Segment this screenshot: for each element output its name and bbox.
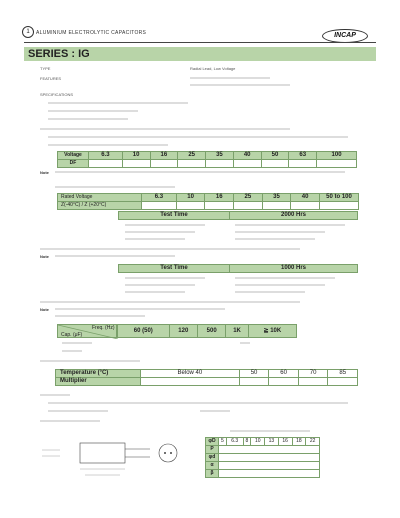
df-value-cell bbox=[122, 160, 150, 168]
spec-line bbox=[125, 291, 185, 293]
rv-cell: 35 bbox=[262, 194, 291, 202]
spec-line bbox=[62, 342, 92, 344]
freq-cell: 500 bbox=[197, 325, 225, 338]
dim-size-cell: 8 bbox=[243, 438, 251, 446]
temperature-label: Temperature (°C) bbox=[56, 370, 141, 378]
df-value-cell bbox=[289, 160, 317, 168]
spec-line bbox=[235, 277, 335, 279]
temp-cell: Below 40 bbox=[141, 370, 240, 378]
spec-line bbox=[40, 360, 140, 362]
note-text bbox=[55, 255, 175, 257]
incap-logo: INCAP bbox=[322, 29, 368, 43]
shelf-life-test-time: Test Time bbox=[119, 265, 230, 273]
spec-line bbox=[235, 231, 325, 233]
dim-value-cell bbox=[219, 454, 320, 462]
df-voltage-cell: 35 bbox=[206, 152, 234, 160]
temp-row bbox=[56, 370, 358, 378]
multiplier-cell bbox=[298, 378, 328, 386]
spec-line bbox=[48, 118, 128, 120]
spec-label: SPECIFICATIONS bbox=[40, 92, 74, 97]
freq-header-row bbox=[118, 325, 297, 338]
temp-cell: 85 bbox=[328, 370, 358, 378]
capacitor-dimension-drawing bbox=[40, 435, 190, 485]
spec-line bbox=[230, 430, 310, 432]
df-row-label: DF bbox=[58, 160, 89, 168]
load-life-hours: 2000 Hrs bbox=[230, 212, 358, 220]
temp-cell: 70 bbox=[298, 370, 328, 378]
dim-row-label: α bbox=[206, 462, 219, 470]
spec-line bbox=[48, 410, 108, 412]
df-voltage-cell: 40 bbox=[233, 152, 261, 160]
shelf-life-table bbox=[118, 264, 358, 273]
rv-header-row bbox=[58, 194, 359, 202]
z-cell bbox=[205, 202, 234, 210]
features-text-2 bbox=[190, 84, 290, 86]
spec-line bbox=[40, 248, 300, 250]
df-value-cell bbox=[150, 160, 178, 168]
series-title: SERIES : IG bbox=[24, 47, 376, 61]
multiplier-cell bbox=[328, 378, 358, 386]
spec-line bbox=[125, 238, 185, 240]
rv-cell: 16 bbox=[205, 194, 234, 202]
dim-row-label: P bbox=[206, 446, 219, 454]
multiplier-label: Multiplier bbox=[56, 378, 141, 386]
dim-size-cell: 5 bbox=[219, 438, 227, 446]
freq-cell: 120 bbox=[169, 325, 197, 338]
spec-line bbox=[40, 128, 290, 130]
spec-line bbox=[125, 284, 195, 286]
features-text bbox=[190, 77, 270, 79]
dim-value-cell bbox=[219, 470, 320, 478]
dim-row-label: β bbox=[206, 470, 219, 478]
df-value-cell bbox=[317, 160, 357, 168]
df-voltage-cell: 63 bbox=[289, 152, 317, 160]
load-life-table bbox=[118, 211, 358, 220]
z-cell bbox=[291, 202, 320, 210]
df-voltage-cell: 50 bbox=[261, 152, 289, 160]
impedance-table bbox=[57, 193, 359, 210]
spec-line bbox=[125, 224, 205, 226]
dimension-table bbox=[205, 437, 320, 478]
df-voltage-cell: 10 bbox=[122, 152, 150, 160]
dim-size-cell: 6.3 bbox=[226, 438, 243, 446]
impedance-ratio-label: Z(-40°C) / Z (+20°C) bbox=[58, 202, 142, 210]
dim-size-cell: 22 bbox=[306, 438, 320, 446]
freq-cell: 1K bbox=[226, 325, 248, 338]
dim-size-cell: 13 bbox=[265, 438, 279, 446]
dim-row-alpha bbox=[206, 462, 320, 470]
df-value-cell bbox=[261, 160, 289, 168]
dim-value-cell bbox=[219, 462, 320, 470]
spec-line bbox=[55, 186, 175, 188]
dim-size-cell: 10 bbox=[251, 438, 265, 446]
z-cell bbox=[320, 202, 359, 210]
dim-row-label: φd bbox=[206, 454, 219, 462]
note-text bbox=[55, 171, 345, 173]
note-label: Note bbox=[40, 254, 49, 259]
df-value-cell bbox=[89, 160, 123, 168]
temp-cell: 50 bbox=[239, 370, 269, 378]
spec-line bbox=[40, 420, 100, 422]
z-cell bbox=[262, 202, 291, 210]
df-voltage-header: Voltage bbox=[58, 152, 89, 160]
df-voltage-cell: 16 bbox=[150, 152, 178, 160]
header-number-badge: 1 bbox=[22, 26, 34, 38]
freq-header-table bbox=[117, 324, 297, 338]
z-row bbox=[58, 202, 359, 210]
spec-line bbox=[48, 136, 348, 138]
dim-row-pitch bbox=[206, 446, 320, 454]
multiplier-cell bbox=[239, 378, 269, 386]
df-value-row bbox=[58, 160, 357, 168]
rated-voltage-label: Rated Voltage bbox=[58, 194, 142, 202]
ripple-temperature-table bbox=[55, 369, 358, 386]
shelf-life-hours: 1000 Hrs bbox=[230, 265, 358, 273]
load-life-test-time: Test Time bbox=[119, 212, 230, 220]
spec-line bbox=[40, 301, 300, 303]
multiplier-row bbox=[56, 378, 358, 386]
type-value: Radial Lead, Low Voltage bbox=[190, 66, 236, 71]
freq-cell: ≧ 10K bbox=[248, 325, 296, 338]
df-voltage-cell: 100 bbox=[317, 152, 357, 160]
header-rule bbox=[24, 42, 376, 43]
z-cell bbox=[234, 202, 263, 210]
z-cell bbox=[176, 202, 205, 210]
freq-cap-corner-cell bbox=[57, 324, 117, 338]
load-life-row bbox=[119, 212, 358, 220]
spec-line bbox=[235, 238, 315, 240]
multiplier-cell bbox=[141, 378, 240, 386]
note-label: Note bbox=[40, 170, 49, 175]
ripple-frequency-table bbox=[57, 324, 297, 338]
spec-line bbox=[40, 394, 70, 396]
df-value-cell bbox=[233, 160, 261, 168]
dim-size-cell: 18 bbox=[292, 438, 306, 446]
df-header-row bbox=[58, 152, 357, 160]
spec-line bbox=[240, 342, 250, 344]
note-text bbox=[55, 308, 225, 310]
rv-cell: 10 bbox=[176, 194, 205, 202]
dim-row-label: φD bbox=[206, 438, 219, 446]
header-title: ALUMINIUM ELECTROLYTIC CAPACITORS bbox=[36, 30, 147, 36]
multiplier-cell bbox=[269, 378, 299, 386]
freq-cell: 60 (50) bbox=[118, 325, 170, 338]
df-value-cell bbox=[206, 160, 234, 168]
spec-line bbox=[125, 277, 205, 279]
rv-cell: 6.3 bbox=[142, 194, 177, 202]
temp-cell: 60 bbox=[269, 370, 299, 378]
spec-line bbox=[200, 410, 230, 412]
spec-line bbox=[48, 102, 188, 104]
rv-cell: 40 bbox=[291, 194, 320, 202]
spec-line bbox=[48, 402, 348, 404]
shelf-life-row bbox=[119, 265, 358, 273]
dim-value-cell bbox=[219, 446, 320, 454]
spec-line bbox=[235, 224, 345, 226]
dim-row-beta bbox=[206, 470, 320, 478]
dim-row-diameter bbox=[206, 438, 320, 446]
features-label: FEATURES bbox=[40, 76, 62, 81]
spec-line bbox=[62, 350, 82, 352]
freq-label: Freq. (Hz) bbox=[92, 325, 115, 331]
rv-cell: 50 to 100 bbox=[320, 194, 359, 202]
note-label: Note bbox=[40, 307, 49, 312]
df-voltage-cell: 6.3 bbox=[89, 152, 123, 160]
spec-line bbox=[235, 291, 305, 293]
df-voltage-cell: 25 bbox=[178, 152, 206, 160]
spec-line bbox=[48, 110, 138, 112]
type-label: TYPE bbox=[40, 66, 51, 71]
spec-line bbox=[235, 284, 325, 286]
df-value-cell bbox=[178, 160, 206, 168]
z-cell bbox=[142, 202, 177, 210]
cap-label: Cap. (μF) bbox=[61, 332, 83, 338]
dim-size-cell: 16 bbox=[278, 438, 292, 446]
spec-line bbox=[48, 144, 168, 146]
dim-row-lead bbox=[206, 454, 320, 462]
df-table bbox=[57, 151, 357, 168]
spec-line bbox=[55, 315, 145, 317]
spec-line bbox=[125, 231, 195, 233]
rv-cell: 25 bbox=[234, 194, 263, 202]
